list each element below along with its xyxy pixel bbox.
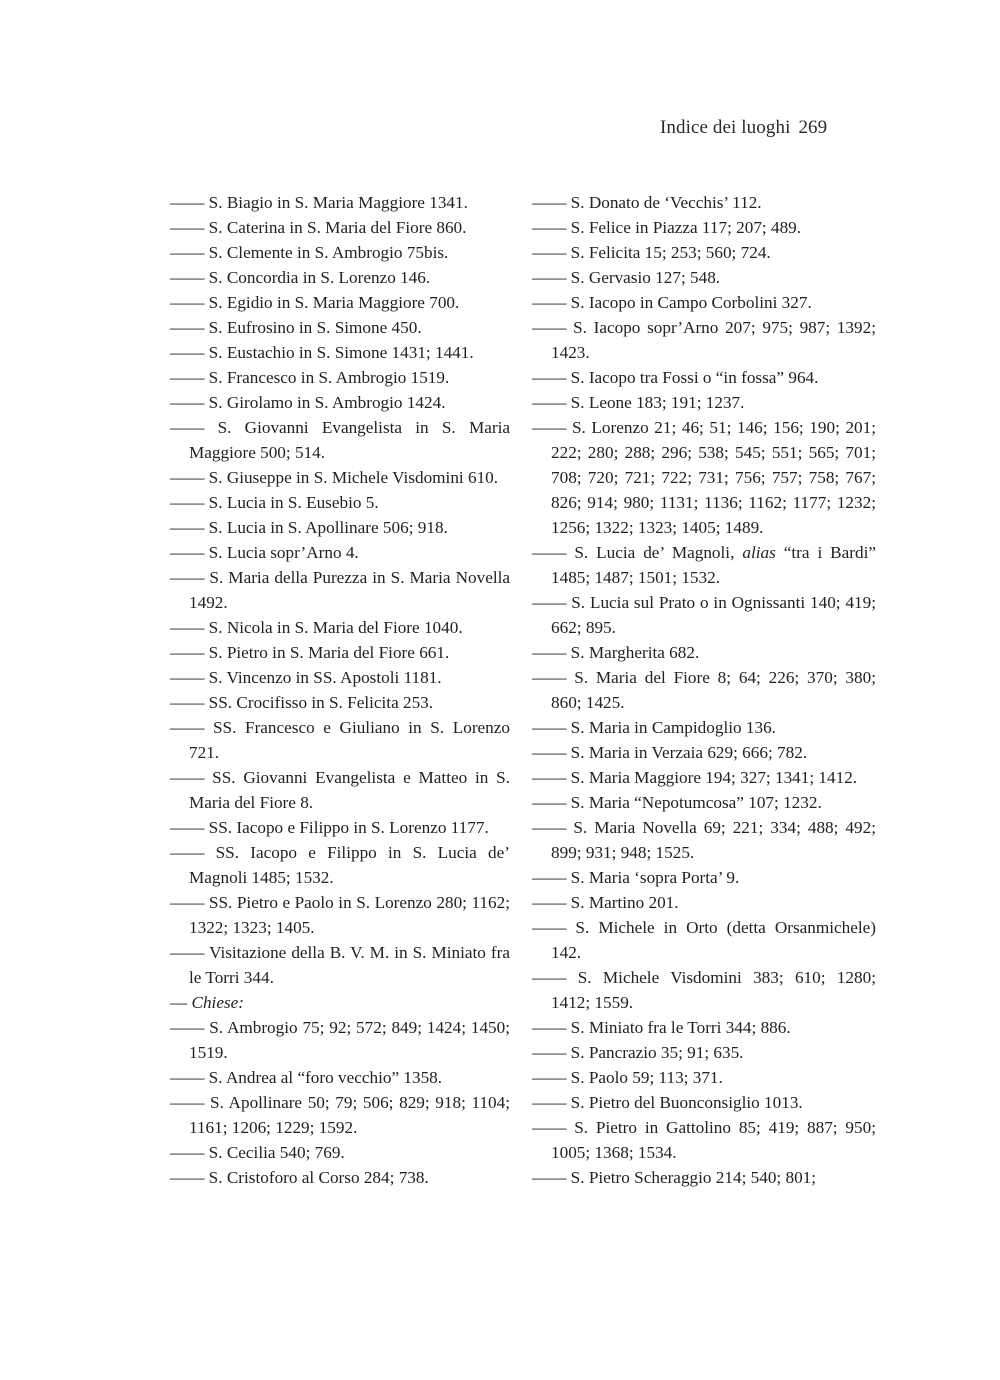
index-entry: —— S. Iacopo in Campo Corbolini 327. (532, 293, 812, 312)
index-entry: —— S. Giovanni Evangelista in S. Maria Maggiore 500; 514. (170, 418, 510, 462)
index-entry: —— S. Vincenzo in SS. Apostoli 1181. (170, 668, 442, 687)
index-entry: —— S. Pietro in Gattolino 85; 419; 887; 950; 1005; 1368; 1534. (532, 1118, 876, 1162)
index-entry: —— S. Michele in Orto (detta Orsanmichele) 142. (532, 918, 876, 962)
index-entry: —— S. Miniato fra le Torri 344; 886. (532, 1018, 791, 1037)
index-entry: —— S. Maria “Nepotumcosa” 107; 1232. (532, 793, 822, 812)
index-entry: —— Visitazione della B. V. M. in S. Miniato fra le Torri 344. (170, 943, 510, 987)
index-entry: —— S. Ambrogio 75; 92; 572; 849; 1424; 1450; 1519. (170, 1018, 510, 1062)
index-entry: —— S. Cristoforo al Corso 284; 738. (170, 1168, 429, 1187)
index-entry: —— S. Martino 201. (532, 893, 679, 912)
running-header (660, 117, 827, 139)
index-entry: —— S. Felicita 15; 253; 560; 724. (532, 243, 771, 262)
index-entry: —— S. Lucia in S. Apollinare 506; 918. (170, 518, 448, 537)
index-entry: —— S. Lucia de’ Magnoli, alias “tra i Bardi” 1485; 1487; 1501; 1532. (532, 543, 876, 587)
index-entry: —— SS. Iacopo e Filippo in S. Lorenzo 1177. (170, 818, 489, 837)
index-entry: —— S. Maria Novella 69; 221; 334; 488; 492; 899; 931; 948; 1525. (532, 818, 876, 862)
index-entry: —— S. Iacopo sopr’Arno 207; 975; 987; 1392; 1423. (532, 318, 876, 362)
index-entry: —— SS. Giovanni Evangelista e Matteo in S. Maria del Fiore 8. (170, 768, 510, 812)
index-entry: —— S. Nicola in S. Maria del Fiore 1040. (170, 618, 463, 637)
index-entry: —— S. Biagio in S. Maria Maggiore 1341. (170, 193, 468, 212)
index-entry: —— S. Lucia in S. Eusebio 5. (170, 493, 379, 512)
index-entry: —— SS. Iacopo e Filippo in S. Lucia de’ Magnoli 1485; 1532. (170, 843, 510, 887)
index-entry: —— S. Pietro in S. Maria del Fiore 661. (170, 643, 450, 662)
index-column-right (532, 190, 876, 1190)
index-entry: —— S. Giuseppe in S. Michele Visdomini 610. (170, 468, 499, 487)
index-entry: —— S. Felice in Piazza 117; 207; 489. (532, 218, 802, 237)
index-entry: —— S. Maria in Campidoglio 136. (532, 718, 776, 737)
index-entry: —— S. Michele Visdomini 383; 610; 1280; 1412; 1559. (532, 968, 876, 1012)
index-entry: —— SS. Pietro e Paolo in S. Lorenzo 280; 1162; 1322; 1323; 1405. (170, 893, 510, 937)
index-entry: —— S. Pancrazio 35; 91; 635. (532, 1043, 744, 1062)
index-entry: —— S. Maria in Verzaia 629; 666; 782. (532, 743, 808, 762)
index-entry: —— S. Caterina in S. Maria del Fiore 860. (170, 218, 467, 237)
index-entry: —— S. Eufrosino in S. Simone 450. (170, 318, 422, 337)
index-entry: —— S. Apollinare 50; 79; 506; 829; 918; 1104; 1161; 1206; 1229; 1592. (170, 1093, 510, 1137)
index-entry: —— S. Lucia sopr’Arno 4. (170, 543, 359, 562)
index-entry: —— S. Pietro Scheraggio 214; 540; 801; (532, 1168, 817, 1187)
index-entry: —— S. Donato de ‘Vecchis’ 112. (532, 193, 762, 212)
index-entry: —— S. Iacopo tra Fossi o “in fossa” 964. (532, 368, 819, 387)
index-column-left (170, 190, 510, 1190)
index-entry: —— S. Maria del Fiore 8; 64; 226; 370; 380; 860; 1425. (532, 668, 876, 712)
index-entry: —— S. Girolamo in S. Ambrogio 1424. (170, 393, 446, 412)
index-entry: —— S. Maria ‘sopra Porta’ 9. (532, 868, 740, 887)
index-entry: —— S. Maria della Purezza in S. Maria Novella 1492. (170, 568, 510, 612)
index-entry: —— S. Leone 183; 191; 1237. (532, 393, 745, 412)
index-entry: —— SS. Crocifisso in S. Felicita 253. (170, 693, 434, 712)
index-entry: —— S. Andrea al “foro vecchio” 1358. (170, 1068, 443, 1087)
index-entry: —— SS. Francesco e Giuliano in S. Lorenzo 721. (170, 718, 510, 762)
index-entry: —— S. Margherita 682. (532, 643, 700, 662)
index-entry: —— S. Concordia in S. Lorenzo 146. (170, 268, 431, 287)
index-entry: —— S. Pietro del Buonconsiglio 1013. (532, 1093, 803, 1112)
index-entry: —— S. Eustachio in S. Simone 1431; 1441. (170, 343, 474, 362)
index-entry: —— S. Paolo 59; 113; 371. (532, 1068, 723, 1087)
index-entry: —— S. Lorenzo 21; 46; 51; 146; 156; 190; 201; 222; 280; 288; 296; 538; 545; 551; 565; 701; 708; 720; 721; 722; 731; 756; 757; 758; 767; 826; 914; 980; 1131; 1136; 1162; 1177; 1232; 1256; 1322; 1323; 1405; 1489. (532, 418, 876, 537)
index-entry: —— S. Clemente in S. Ambrogio 75bis. (170, 243, 449, 262)
index-entry: —— S. Cecilia 540; 769. (170, 1143, 345, 1162)
index-entry: —— S. Egidio in S. Maria Maggiore 700. (170, 293, 460, 312)
index-entry: —— S. Lucia sul Prato o in Ognissanti 140; 419; 662; 895. (532, 593, 876, 637)
page-number: 269 (798, 117, 828, 138)
header-title: Indice dei luoghi (660, 117, 791, 138)
index-entry: —— S. Francesco in S. Ambrogio 1519. (170, 368, 450, 387)
index-entry: —— S. Gervasio 127; 548. (532, 268, 721, 287)
index-entry: —— S. Maria Maggiore 194; 327; 1341; 1412. (532, 768, 858, 787)
index-entry: — Chiese: (170, 993, 244, 1012)
